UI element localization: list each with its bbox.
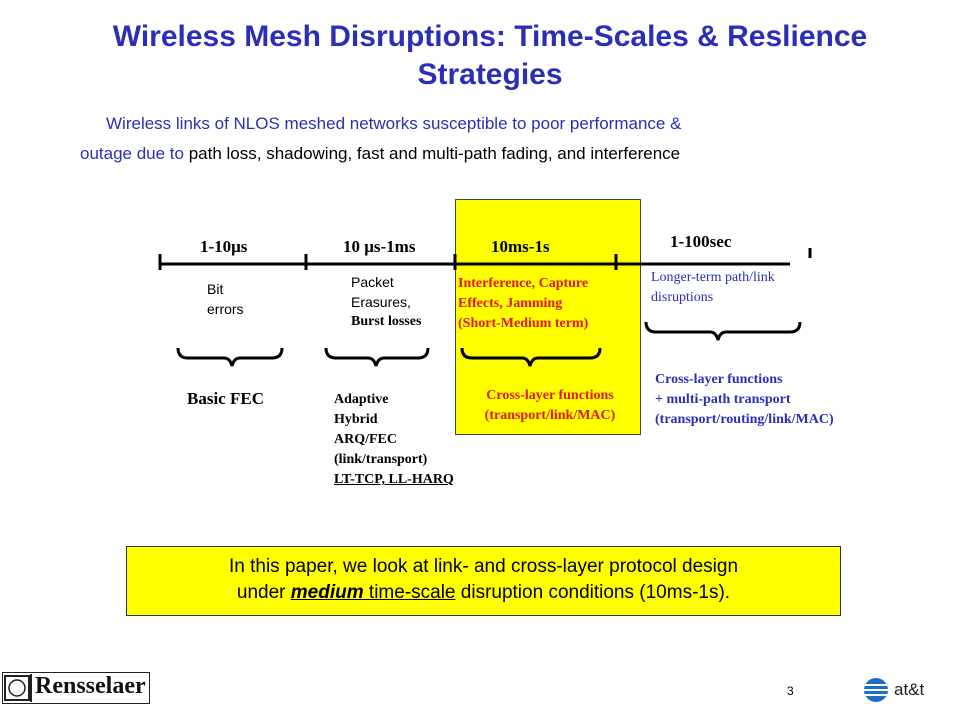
basic-fec-label: Basic FEC [187, 389, 264, 408]
att-globe-icon [862, 676, 892, 704]
range-label-4: 1-100sec [670, 232, 732, 251]
subtitle-line2-blue: outage due to [80, 144, 189, 163]
brace-cross-mid [462, 348, 600, 366]
rensselaer-wordmark: Rensselaer [35, 673, 146, 699]
conclusion-line1: In this paper, we look at link- and cross-layer protocol design [228, 556, 739, 577]
packet-erasures-label: Packet Erasures, Burst losses [351, 274, 422, 329]
cross-layer-mid-label: Cross-layer functions (transport/link/MAC) [484, 388, 616, 423]
range-label-3: 10ms-1s [491, 237, 550, 256]
att-logo [862, 676, 950, 704]
brace-basic-fec [178, 348, 282, 366]
brace-cross-long [646, 322, 800, 340]
cross-layer-long-label: Cross-layer functions + multi-path transport (transport/routing/link/MAC) [655, 372, 834, 427]
att-wordmark: at&t [894, 680, 925, 699]
range-label-1: 1-10μs [200, 237, 248, 256]
subtitle-line2-black: path loss, shadowing, fast and multi-path fading, and interference [188, 144, 681, 163]
slide-title-line2: Strategies [417, 58, 563, 91]
adaptive-harq-label: Adaptive Hybrid ARQ/FEC (link/transport) LT-TCP, LL-HARQ [334, 392, 454, 487]
subtitle-line1: Wireless links of NLOS meshed networks susceptible to poor performance & [106, 114, 682, 133]
slide-title-line1: Wireless Mesh Disruptions: Time-Scales & Reslience [112, 20, 868, 53]
bit-errors-label: Bit errors [207, 281, 244, 317]
conclusion-line2: under medium time-scale disruption conditions (10ms-1s). [236, 582, 731, 603]
conclusion-box [126, 546, 841, 616]
range-label-2: 10 μs-1ms [343, 237, 416, 256]
longer-term-label: Longer-term path/link disruptions [651, 270, 775, 305]
brace-adaptive [326, 348, 428, 366]
page-number: 3 [787, 684, 794, 698]
interference-label: Interference, Capture Effects, Jamming (Short-Medium term) [458, 276, 589, 331]
rensselaer-logo [2, 672, 150, 704]
